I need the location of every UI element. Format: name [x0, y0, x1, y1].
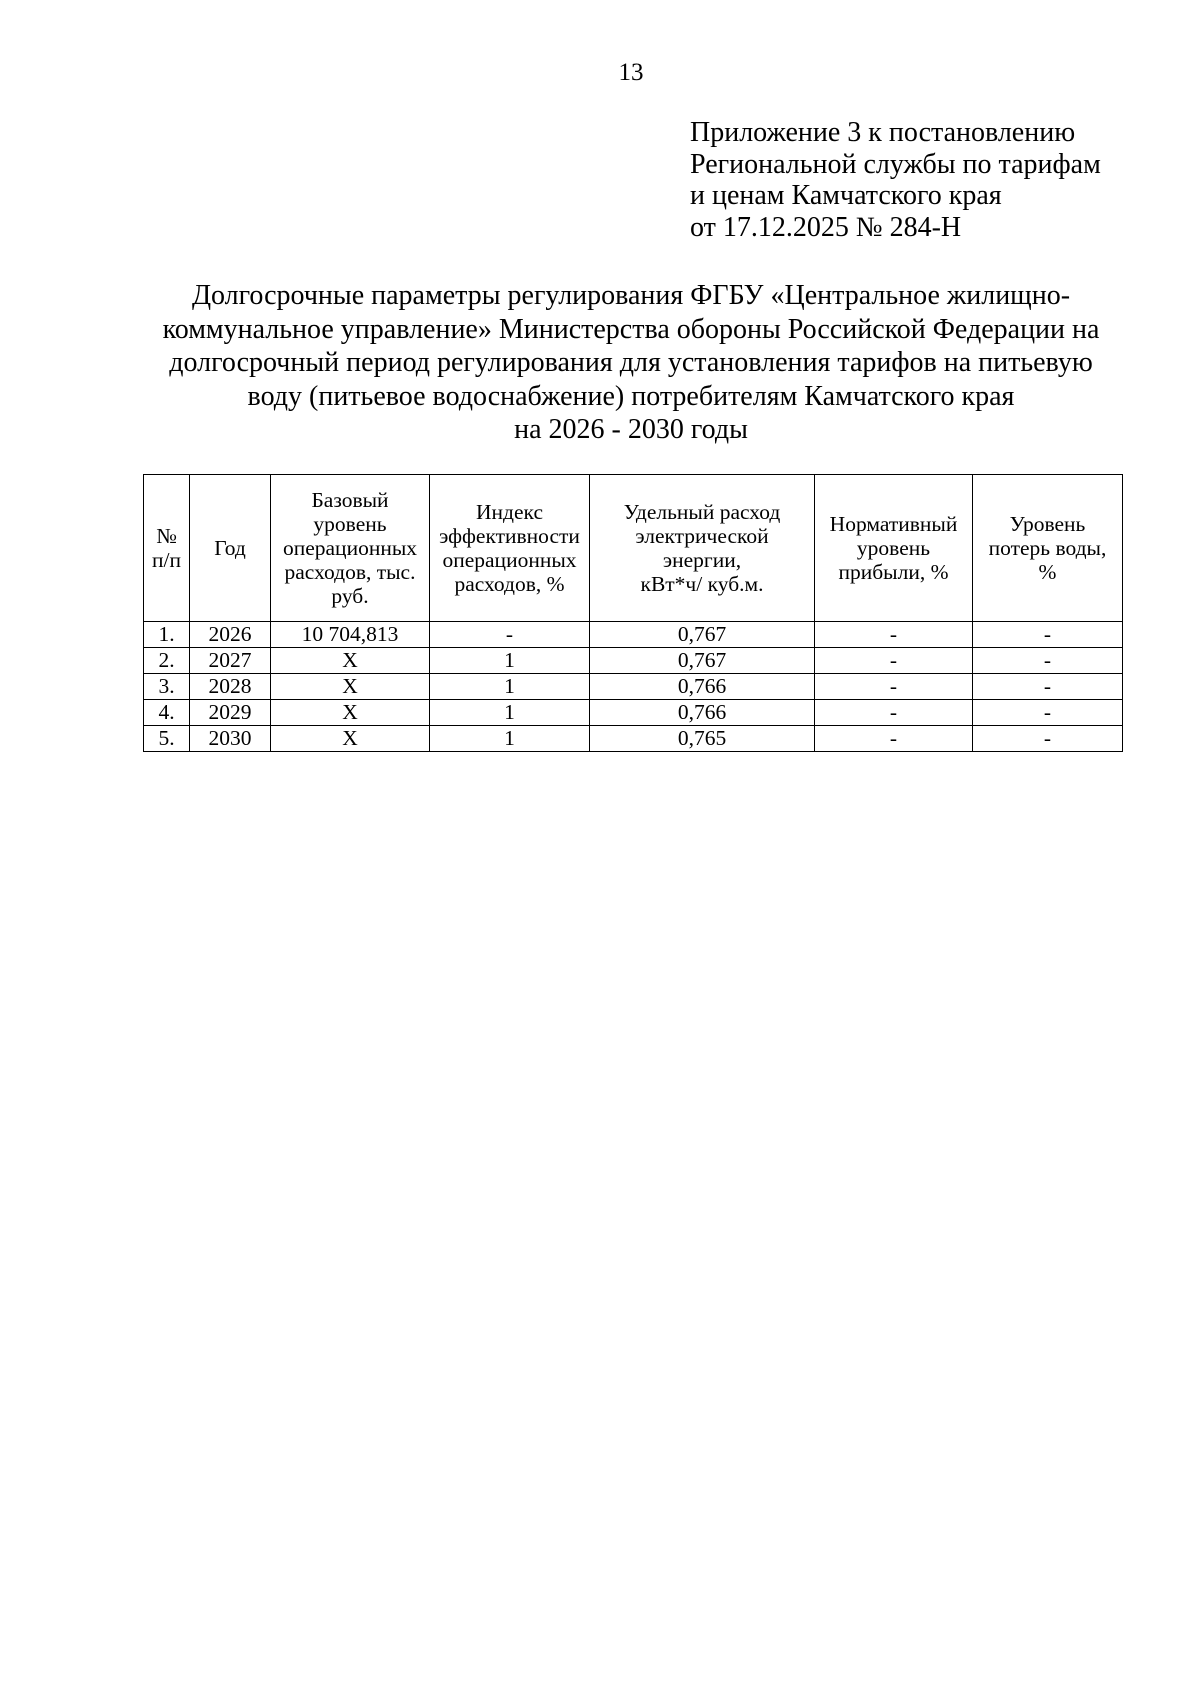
parameters-table — [143, 474, 1123, 752]
cell-efficiency-index: 1 — [430, 700, 590, 726]
appendix-line: Приложение 3 к постановлению — [690, 117, 1076, 148]
table-row — [144, 648, 1123, 674]
title-line: на 2026 - 2030 годы — [514, 414, 748, 445]
header-line: уровень — [856, 536, 931, 560]
cell-efficiency-index: 1 — [430, 674, 590, 700]
header-line: операционных — [282, 536, 418, 560]
table-row — [144, 622, 1123, 648]
cell-water-losses: - — [973, 700, 1123, 726]
cell-specific-energy: 0,767 — [590, 648, 815, 674]
header-water-losses — [973, 475, 1123, 622]
header-specific-energy — [590, 475, 815, 622]
cell-base-opex: X — [271, 700, 430, 726]
header-line: прибыли, % — [838, 560, 949, 584]
page-number: 13 — [618, 59, 644, 86]
table-header-row — [144, 475, 1123, 622]
header-line: Индекс — [476, 500, 543, 524]
appendix-line: от 17.12.2025 № 284-Н — [690, 211, 962, 243]
header-efficiency-index — [430, 475, 590, 622]
title-line: воду (питьевое водоснабжение) потребителям Камчатского края — [247, 380, 1015, 412]
header-line: п/п — [152, 548, 181, 572]
header-line: эффективности — [439, 524, 580, 548]
appendix-line: и ценам Камчатского края — [690, 180, 1002, 211]
cell-water-losses: - — [973, 726, 1123, 752]
appendix-header — [690, 117, 1160, 243]
cell-efficiency-index: 1 — [430, 648, 590, 674]
cell-year: 2026 — [190, 622, 271, 648]
cell-specific-energy: 0,765 — [590, 726, 815, 752]
header-line: кВт*ч/ куб.м. — [640, 572, 764, 596]
header-number — [144, 475, 190, 622]
cell-base-opex: X — [271, 674, 430, 700]
cell-number: 1. — [144, 622, 190, 648]
header-line: расходов, % — [454, 572, 565, 596]
header-line: операционных — [442, 548, 577, 572]
header-line: уровень — [313, 512, 387, 536]
header-line: потерь воды, — [988, 536, 1107, 560]
cell-year: 2028 — [190, 674, 271, 700]
header-line: Базовый — [311, 488, 389, 512]
header-line: расходов, тыс. — [284, 560, 416, 584]
header-line: электрической — [635, 524, 769, 548]
cell-year: 2027 — [190, 648, 271, 674]
cell-water-losses: - — [973, 674, 1123, 700]
cell-specific-energy: 0,766 — [590, 674, 815, 700]
cell-profit-level: - — [815, 648, 973, 674]
cell-base-opex: X — [271, 648, 430, 674]
cell-profit-level: - — [815, 674, 973, 700]
cell-year: 2029 — [190, 700, 271, 726]
appendix-line: Региональной службы по тарифам — [690, 148, 1101, 180]
header-line: № — [156, 524, 177, 548]
cell-year: 2030 — [190, 726, 271, 752]
cell-water-losses: - — [973, 648, 1123, 674]
cell-number: 2. — [144, 648, 190, 674]
title-line: Долгосрочные параметры регулирования ФГБУ «Центральное жилищно- — [191, 280, 1071, 311]
header-line: % — [1038, 560, 1057, 584]
cell-number: 5. — [144, 726, 190, 752]
cell-specific-energy: 0,766 — [590, 700, 815, 726]
header-base-opex — [271, 475, 430, 622]
header-year — [190, 475, 271, 622]
table-body — [144, 622, 1123, 752]
header-line: энергии, — [662, 548, 742, 572]
cell-number: 4. — [144, 700, 190, 726]
document-title — [130, 279, 1132, 447]
title-line: коммунальное управление» Министерства обороны Российской Федерации на — [162, 313, 1100, 345]
table-row — [144, 726, 1123, 752]
cell-base-opex: X — [271, 726, 430, 752]
cell-water-losses: - — [973, 622, 1123, 648]
title-line: долгосрочный период регулирования для установления тарифов на питьевую — [169, 347, 1093, 378]
cell-base-opex: 10 704,813 — [271, 622, 430, 648]
header-line: Год — [214, 536, 246, 560]
header-profit-level — [815, 475, 973, 622]
cell-number: 3. — [144, 674, 190, 700]
cell-profit-level: - — [815, 700, 973, 726]
header-line: Уровень — [1009, 512, 1086, 536]
table-row — [144, 700, 1123, 726]
cell-efficiency-index: 1 — [430, 726, 590, 752]
header-line: Нормативный — [829, 512, 958, 536]
cell-efficiency-index: - — [430, 622, 590, 648]
header-line: Удельный расход — [623, 500, 781, 524]
table-row — [144, 674, 1123, 700]
cell-profit-level: - — [815, 622, 973, 648]
header-line: руб. — [331, 584, 369, 608]
cell-profit-level: - — [815, 726, 973, 752]
cell-specific-energy: 0,767 — [590, 622, 815, 648]
